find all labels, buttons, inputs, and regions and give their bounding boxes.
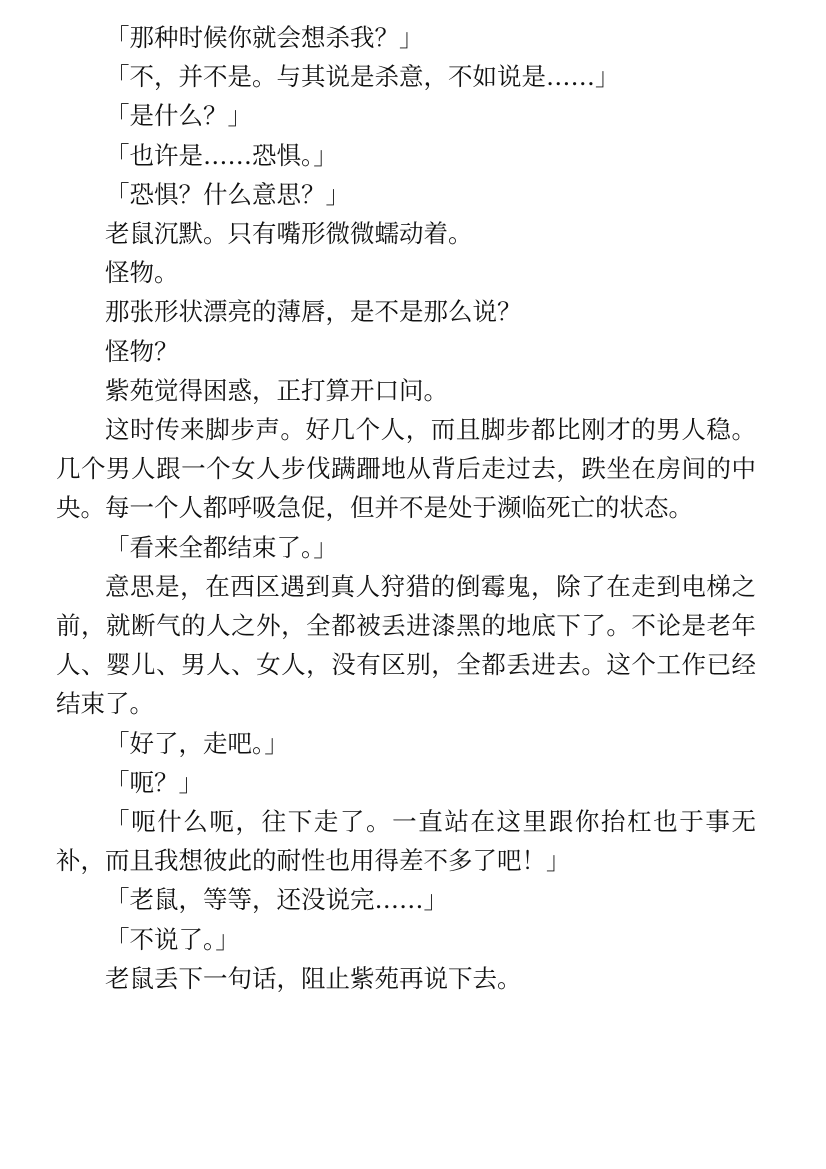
paragraph: 「好了，走吧。」 [105,728,289,758]
paragraph: 紫苑觉得困惑，正打算开口问。 [105,375,448,405]
page-body [56,18,756,998]
paragraph: 这时传来脚步声。好几个人，而且脚步都比刚才的男人稳。几个男人跟一个女人步伐蹒跚地从背后走过去，跌坐在房间的中央。每一个人都呼吸急促，但并不是处于濒临死亡的状态。 [56,415,756,523]
paragraph: 「不说了。」 [105,924,240,954]
paragraph: 老鼠丢下一句话，阻止紫苑再说下去。 [105,963,522,993]
paragraph: 怪物？ [105,336,179,366]
paragraph: 老鼠沉默。只有嘴形微微蠕动着。 [105,219,473,249]
paragraph: 「恐惧？什么意思？」 [105,179,350,209]
paragraph: 「老鼠，等等，还没说完……」 [105,885,448,915]
paragraph: 「是什么？」 [105,101,252,131]
paragraph: 「看来全都结束了。」 [105,532,338,562]
paragraph: 「也许是……恐惧。」 [105,140,338,170]
paragraph: 怪物。 [105,258,179,288]
paragraph: 那张形状漂亮的薄唇，是不是那么说？ [105,297,522,327]
paragraph: 「呃？」 [105,767,203,797]
paragraph: 「呃什么呃，往下走了。一直站在这里跟你抬杠也于事无补，而且我想彼此的耐性也用得差不多了吧！」 [56,807,756,876]
paragraph: 「那种时候你就会想杀我？」 [105,23,424,52]
paragraph: 「不，并不是。与其说是杀意，不如说是……」 [105,62,620,92]
paragraph: 意思是，在西区遇到真人狩猎的倒霉鬼，除了在走到电梯之前，就断气的人之外，全都被丢进漆黑的地底下了。不论是老年人、婴儿、男人、女人，没有区别，全都丢进去。这个工作已经结束了。 [56,571,756,719]
